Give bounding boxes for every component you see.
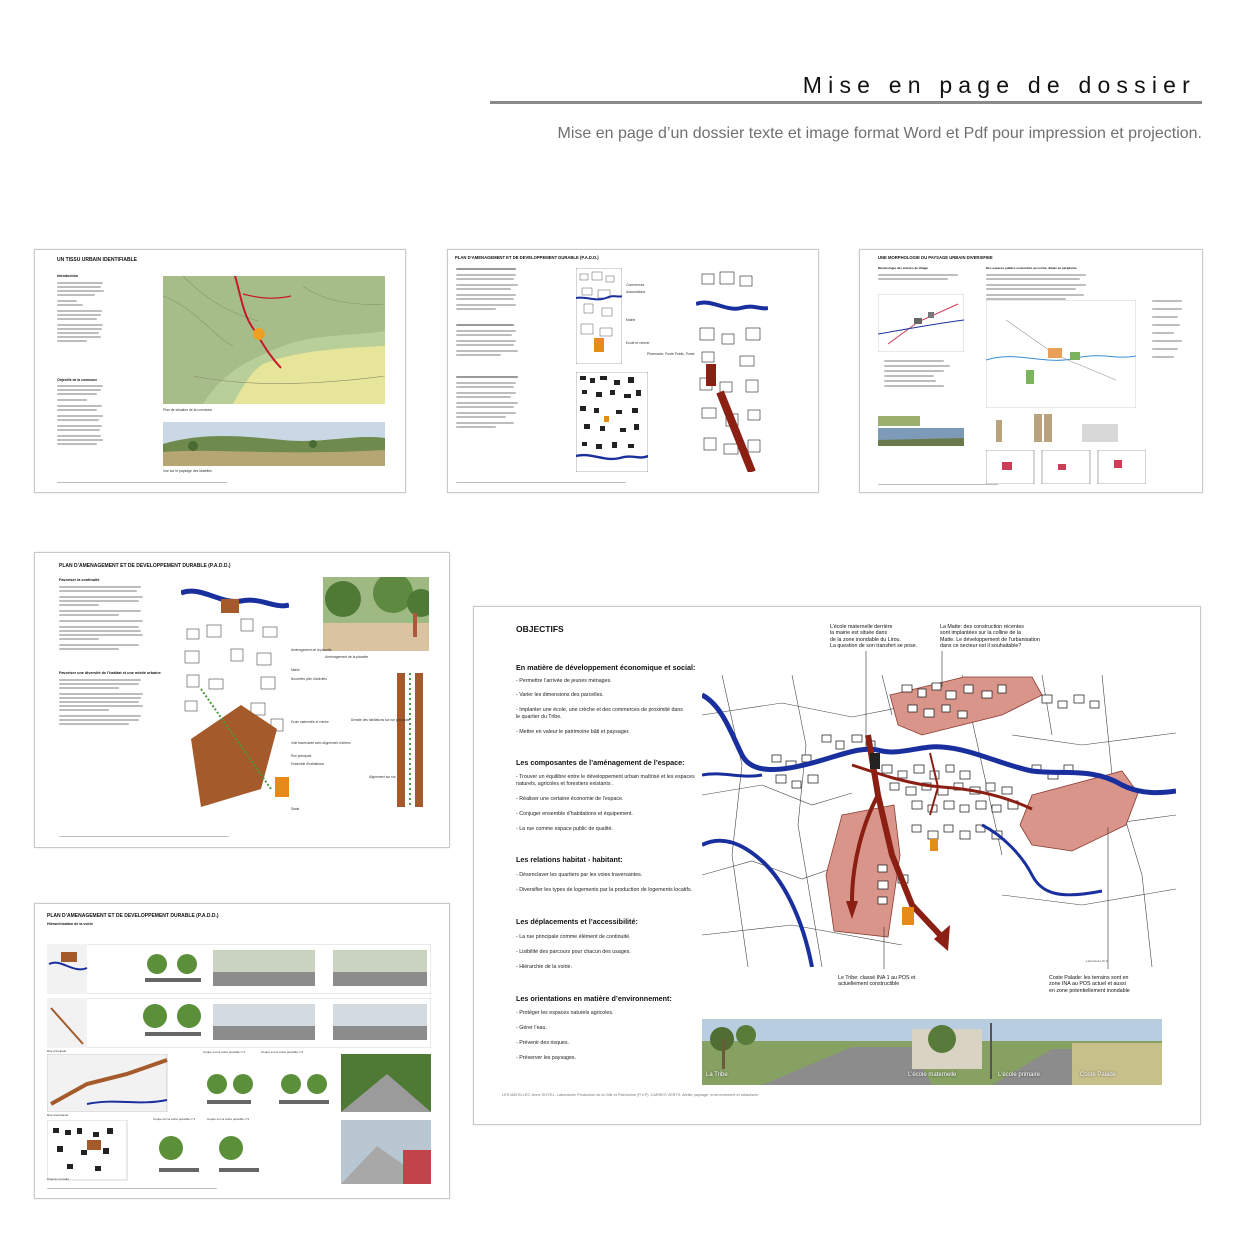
section-title: Les déplacements et l’accessibilité: (516, 917, 638, 926)
footer-line (456, 482, 626, 483)
label-ensemble: Ensemble d’habitations (291, 762, 324, 766)
objective-item: - Protéger les espaces naturels agricoles. (516, 1010, 614, 1016)
label-amenagement: Aménagement de la placette (291, 648, 332, 652)
label-rue-principale: Rue principale (47, 1049, 67, 1053)
label-chemin: Chemin et ruelle (47, 1177, 69, 1181)
coupe-1: Coupe sur la voirie possible n°1 (203, 1050, 246, 1054)
col1-title: Morphologie des entrées de village (878, 266, 929, 270)
building-sections (986, 410, 1146, 446)
label-stade: Stade (291, 807, 300, 811)
annotation-tribe: Le Tribe: classé INA 1 au POS et actuellement constructible (838, 975, 916, 988)
padd-map (181, 579, 289, 815)
sheet-tissu-urbain[interactable] (34, 249, 406, 493)
objective-item: - Varier les dimensions des parcelles. (516, 692, 604, 698)
objective-item: naturels, agricoles et forestiers existants . (516, 781, 614, 787)
section-title: Les orientations en matière d’environnement: (516, 994, 672, 1003)
objective-item: - Prévenir des risques. (516, 1040, 569, 1046)
label-mairie: Mairie (291, 668, 300, 672)
photo-caption: Vue sur le paysage des Matelles (163, 469, 212, 473)
sheet-title: PLAN D’AMENAGEMENT ET DE DEVELOPPEMENT DURABLE (P.A.D.D.) (59, 563, 231, 569)
voirie-row-4 (47, 1120, 431, 1184)
col2-title: Des espaces publics concentrés au centre, diluée en périphérie (986, 266, 1077, 270)
footer-line (59, 836, 229, 837)
voirie-row-1 (47, 944, 431, 994)
footer-line (57, 482, 227, 483)
annotation-ecole: L’école maternelle derrière la mairie est située dans de la zone inondable du Lirou. La question de son transfert se pose. (830, 624, 918, 650)
sheet-subtitle: Hiérarchisation de la voirie (47, 922, 93, 926)
coupe-2b: Coupe sur la voirie possible n°2 (207, 1117, 250, 1121)
section-title: Les relations habitat - habitant: (516, 855, 623, 864)
plan-map-large (576, 372, 648, 472)
sheet-title: UN TISSU URBAIN IDENTIFIABLE (57, 257, 137, 263)
footer-line (878, 484, 998, 485)
objectifs-heading: OBJECTIFS (516, 624, 564, 634)
label-rue-traversante: Rue traversante (47, 1113, 69, 1117)
panorama-label: L’école maternelle (908, 1072, 957, 1078)
objective-item: - Conjuger ensemble d’habitations et équipement. (516, 811, 633, 817)
plan-map-tall (696, 268, 768, 472)
placette-caption: Aménagement de la placette (325, 655, 369, 659)
label-ecole: Ecole et crèche (626, 341, 650, 345)
panorama-label: L’école primaire (998, 1072, 1041, 1078)
public-space-map (986, 300, 1136, 408)
panorama-label: Coste Palade (1080, 1072, 1117, 1078)
label-commerces: Commerces (626, 283, 645, 287)
annotation-matte: La Matte: des construction récentes sont implantées sur la colline de la Matte. Le développement de l’urbanisation dans ce secteur est il souhaitable? (940, 624, 1040, 650)
placette-photo (323, 577, 429, 651)
section-title: Les composantes de l’aménagement de l’espace: (516, 758, 685, 767)
sheet-objectifs[interactable] (473, 606, 1201, 1125)
map-credit: Laboratoire P.I.P (1086, 959, 1109, 963)
objective-item: le quartier du Tribe. (516, 714, 562, 720)
page-title: Mise en page de dossier (802, 72, 1196, 98)
voirie-row-2 (47, 998, 431, 1048)
objective-item: - Permettre l’arrivée de jeunes ménages. (516, 678, 612, 684)
label-associations: Associations (626, 290, 646, 294)
label-voie: Voie traversante avec alignement d’arbres (291, 741, 351, 745)
objective-item: - Désenclaver les quartiers par les voies traversantes. (516, 872, 643, 878)
entry-photos (878, 416, 964, 446)
situation-map (163, 276, 385, 404)
map-caption: Plan de situation de la commune (163, 408, 213, 412)
sheet-voirie[interactable] (34, 903, 450, 1199)
sheet-padd-2[interactable] (34, 552, 450, 848)
objective-item: - Hiérarchie de la voirie. (516, 964, 572, 970)
footer-credit: LES MATELLES. Anne SIXTEL, Laboratoire Production de la Ville et Patrimoine (P.V.P), CARRES VERTS. Atelier paysage, environnement et urbanisme (502, 1093, 759, 1097)
label-activites: Nouvelles pôle d’activités (291, 677, 327, 681)
coupe-2: Coupe sur la voirie possible n°2 (261, 1050, 304, 1054)
sub-continuite: Favoriser la continuité (59, 578, 100, 582)
objective-item: - Réaliser une certaine économie de l’espace. (516, 796, 624, 802)
coupe-1b: Coupe sur la voirie possible n°1 (153, 1117, 196, 1121)
title-rule (490, 101, 1202, 104)
page-subtitle: Mise en page d’un dossier texte et image format Word et Pdf pour impression et projection. (557, 125, 1202, 142)
label-alignement: Alignement sur rue (369, 775, 396, 779)
entry-map (878, 294, 964, 352)
street-section (395, 673, 425, 807)
label-rue: Rue principale (291, 754, 312, 758)
panorama-label: La Tribe (706, 1072, 728, 1078)
objective-item: - La rue principale comme élément de continuité. (516, 934, 631, 940)
sub-diversite: Favoriser une diversité de l’habitat et une mixité urbaine (59, 671, 161, 675)
objectifs-map (702, 675, 1176, 967)
sheet-title: PLAN D’AMENAGEMENT ET DE DEVELOPPEMENT DURABLE (P.A.D.D.) (455, 255, 599, 260)
voirie-row-3 (47, 1054, 431, 1112)
objective-item: - Gérer l’eau. (516, 1025, 547, 1031)
footer-line (47, 1188, 217, 1189)
sheet-morphologie[interactable] (859, 249, 1203, 493)
section-title: En matière de développement économique et social: (516, 663, 696, 672)
objectives-label: Objectifs de la commune (57, 378, 98, 382)
sheet-title: PLAN D’AMENAGEMENT ET DE DEVELOPPEMENT DURABLE (P.A.D.D.) (47, 913, 219, 919)
objective-item: - Mettre en valeur le patrimoine bâti et paysager. (516, 729, 630, 735)
label-ecole: Ecole maternelle et crèche (291, 720, 329, 724)
landscape-photo (163, 422, 385, 466)
annotation-coste: Coste Palade: les terrains sont en zone INA au POS actuel et aussi en zone potentiellement inondable (1049, 975, 1130, 994)
objective-item: - Trouver un équilibre entre le développement urbain maîtrisé et les espaces (516, 774, 695, 780)
sheet-title: UNE MORPHOLOGIE DU PAYSAGE URBAIN DIVERSIFIEE (878, 255, 993, 260)
objective-item: - Implanter une école, une crèche et des commerces de proximité dans (516, 707, 683, 713)
objective-item: - Lisibilité des parcours pour chacun des usages. (516, 949, 631, 955)
plan-map-small (576, 268, 622, 364)
label-densite: Densité des habitations sur rue principale (351, 718, 410, 722)
objective-item: - Diversifier les types de logements par la production de logements locatifs. (516, 887, 693, 893)
label-pharmacie: Pharmacie, Poste Public, Poste (647, 352, 695, 356)
label-mairie: Mairie (626, 318, 636, 322)
objective-item: - La rue comme espace public de qualité. (516, 826, 613, 832)
sheet-padd-1[interactable] (447, 249, 819, 493)
intro-label: Introduction (57, 274, 78, 278)
objective-item: - Préserver les paysages. (516, 1055, 577, 1061)
entry-plans (986, 450, 1146, 484)
